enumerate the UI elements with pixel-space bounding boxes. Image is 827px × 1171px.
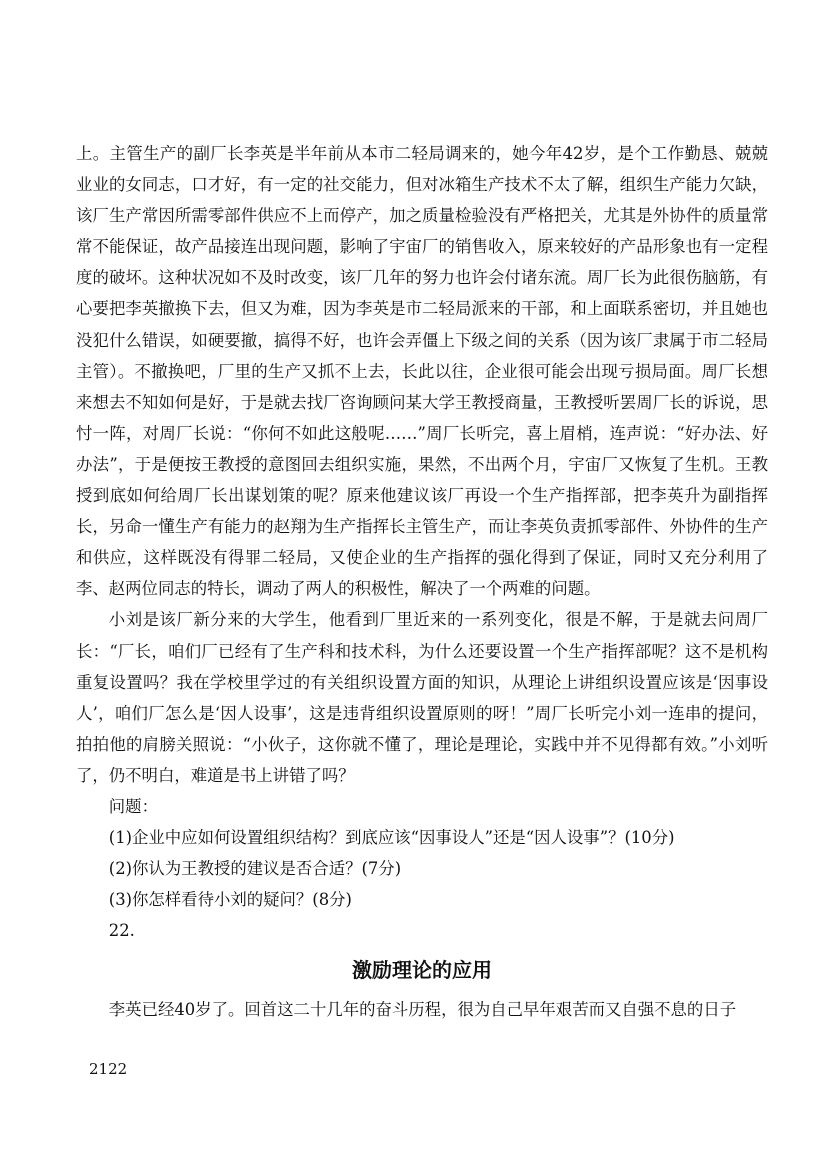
paragraph-next-case: 李英已经40岁了。回首这二十几年的奋斗历程，很为自己早年艰苦而又自强不息的日子 bbox=[108, 1000, 737, 1020]
question-2: (2)你认为王教授的建议是否合适？(7分) bbox=[108, 859, 402, 879]
document-body bbox=[76, 138, 768, 1026]
paragraph-xiaoliu: 小刘是该厂新分来的大学生，他看到厂里近来的一系列变化，很是不解，于是就去问周厂长：“厂长，咱们厂已经有了生产科和技术科，为什么还要设置一个生产指挥部呢？这不是机构重复设置吗？我在学校里学过的有关组织设置方面的知识，从理论上讲组织设置应该是‘因事设人’，咱们厂怎么是‘因人设事’，这是违背组织设置原则的呀！”周厂长听完小刘一连串的提问，拍拍他的肩膀关照说：“小伙子，这你就不懂了，理论是理论，实践中并不见得都有效。”小刘听了，仍不明白，难道是书上讲错了吗？ bbox=[76, 610, 768, 785]
questions-heading: 问题： bbox=[108, 796, 158, 816]
question-1: (1)企业中应如何设置组织结构？到底应该“因事设人”还是“因人设事”？(10分) bbox=[108, 828, 675, 848]
question-3: (3)你怎样看待小刘的疑问？(8分) bbox=[108, 890, 352, 910]
section-title: 激励理论的应用 bbox=[352, 958, 492, 983]
case-number: 22. bbox=[108, 921, 135, 941]
page-number: 2122 bbox=[89, 1060, 128, 1078]
paragraph-case-continuation: 上。主管生产的副厂长李英是半年前从本市二轻局调来的，她今年42岁，是个工作勤恳、兢兢业业的女同志，口才好，有一定的社交能力，但对冰箱生产技术不太了解，组织生产能力欠缺，该厂生产常因所需零部件供应不上而停产，加之质量检验没有严格把关，尤其是外协件的质量常常不能保证，故产品接连出现问题，影响了宇宙厂的销售收入，原来较好的产品形象也有一定程度的破坏。这种状况如不及时改变，该厂几年的努力也许会付诸东流。周厂长为此很伤脑筋，有心要把李英撤换下去，但又为难，因为李英是市二轻局派来的干部，和上面联系密切，并且她也没犯什么错误，如硬要撤，搞得不好，也许会弄僵上下级之间的关系（因为该厂隶属于市二轻局主管）。不撤换吧，厂里的生产又抓不上去，长此以往，企业很可能会出现亏损局面。周厂长想来想去不知如何是好，于是就去找厂咨询顾问某大学王教授商量，王教授听罢周厂长的诉说，思忖一阵，对周厂长说：“你何不如此这般呢……”周厂长听完，喜上眉梢，连声说：“好办法、好办法”，于是便按王教授的意图回去组织实施，果然，不出两个月，宇宙厂又恢复了生机。王教授到底如何给周厂长出谋划策的呢？原来他建议该厂再设一个生产指挥部，把李英升为副指挥长，另命一懂生产有能力的赵翔为生产指挥长主管生产，而让李英负责抓零部件、外协件的生产和供应，这样既没有得罪二轻局，又使企业的生产指挥的强化得到了保证，同时又充分利用了李、赵两位同志的特长，调动了两人的积极性，解决了一个两难的问题。 bbox=[76, 144, 768, 599]
